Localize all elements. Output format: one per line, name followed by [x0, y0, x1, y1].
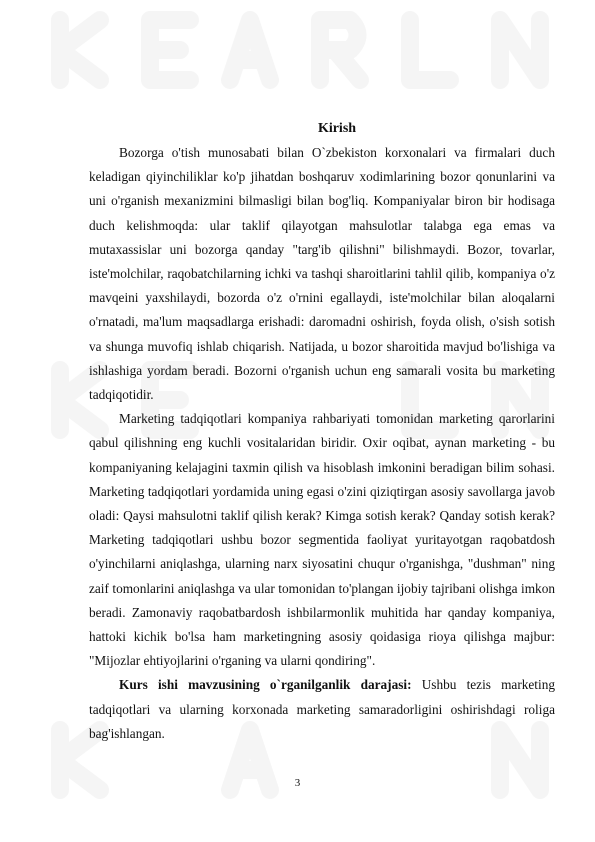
paragraph-3-lead: Kurs ishi mavzusining o`rganilganlik darajasi:	[119, 677, 412, 693]
paragraph-3-text: Ushbu tezis marketing tadqiqotlari va ularning korxonada marketing samaradorligini oshirishdagi roliga bag'ishlangan.	[89, 677, 555, 741]
paragraph-3	[89, 673, 555, 746]
paragraph-1-text: Bozorga o'tish munosabati bilan O`zbekiston korxonalari va firmalari duch keladigan qiyinchiliklar ko'p jihatdan boshqaruv xodimlarining bozor qonunlarini va uni o'rganish mexanizmini bilmasligi bilan bog'liq. Kompaniyalar biron bir hodisaga duch kelishmoqda: ular taklif qilayotgan mahsulotlar talabga ega emas va mutaxassislar uni bozorga qanday "targ'ib qilishni" bilishmaydi. Bozor, tovarlar, iste'molchilar, raqobatchilarning ichki va tashqi sharoitlarini tahlil qilib, kompaniya o'z mavqeini yaxshilaydi, bozorda o'z o'rnini egallaydi, iste'molchilar bilan aloqalarni o'rnatadi, ma'lum maqsadlarga erishadi: daromadni oshirish, foyda olish, o'sish sotish va shunga muvofiq ishlab chiqarish. Natijada, u bozor sharoitida mavjud bo'lishiga va ishlashiga yordam beradi. Bozorni o'rganish uchun eng samarali vosita bu marketing tadqiqotidir.	[89, 145, 555, 403]
document-page	[89, 118, 555, 746]
paragraph-2	[89, 407, 555, 673]
paragraph-2-text: Marketing tadqiqotlari kompaniya rahbariyati tomonidan marketing qarorlarini qabul qilishning eng kuchli vositalaridan biridir. Oxir oqibat, aynan marketing - bu kompaniyaning kelajagini taxmin qilish va hisoblash imkonini beradigan bilim sohasi. Marketing tadqiqotlari yordamida uning egasi o'zini qiziqtirgan asosiy savollarga javob oladi: Qaysi mahsulotni taklif qilish kerak? Kimga sotish kerak? Qanday sotish kerak? Marketing tadqiqotlari ushbu bozor segmentida faoliyat yuritayotgan raqobatdosh o'yinchilarni aniqlashga, ularning narx siyosatini chuqur o'rganishga, "dushman" ning zaif tomonlarini aniqlashga va ular tomonidan to'plangan ijobiy tajribani olishga imkon beradi. Zamonaviy raqobatbardosh ishbilarmonlik muhitida har qanday kompaniya, hattoki kichik bo'lsa ham marketingning asosiy qoidasiga rioya qilishga majbur: "Mijozlar ehtiyojlarini o'rganing va ularni qondiring".	[89, 411, 555, 669]
page-number: 3	[294, 777, 301, 789]
paragraph-1	[89, 141, 555, 407]
section-title: Kirish	[317, 121, 357, 136]
